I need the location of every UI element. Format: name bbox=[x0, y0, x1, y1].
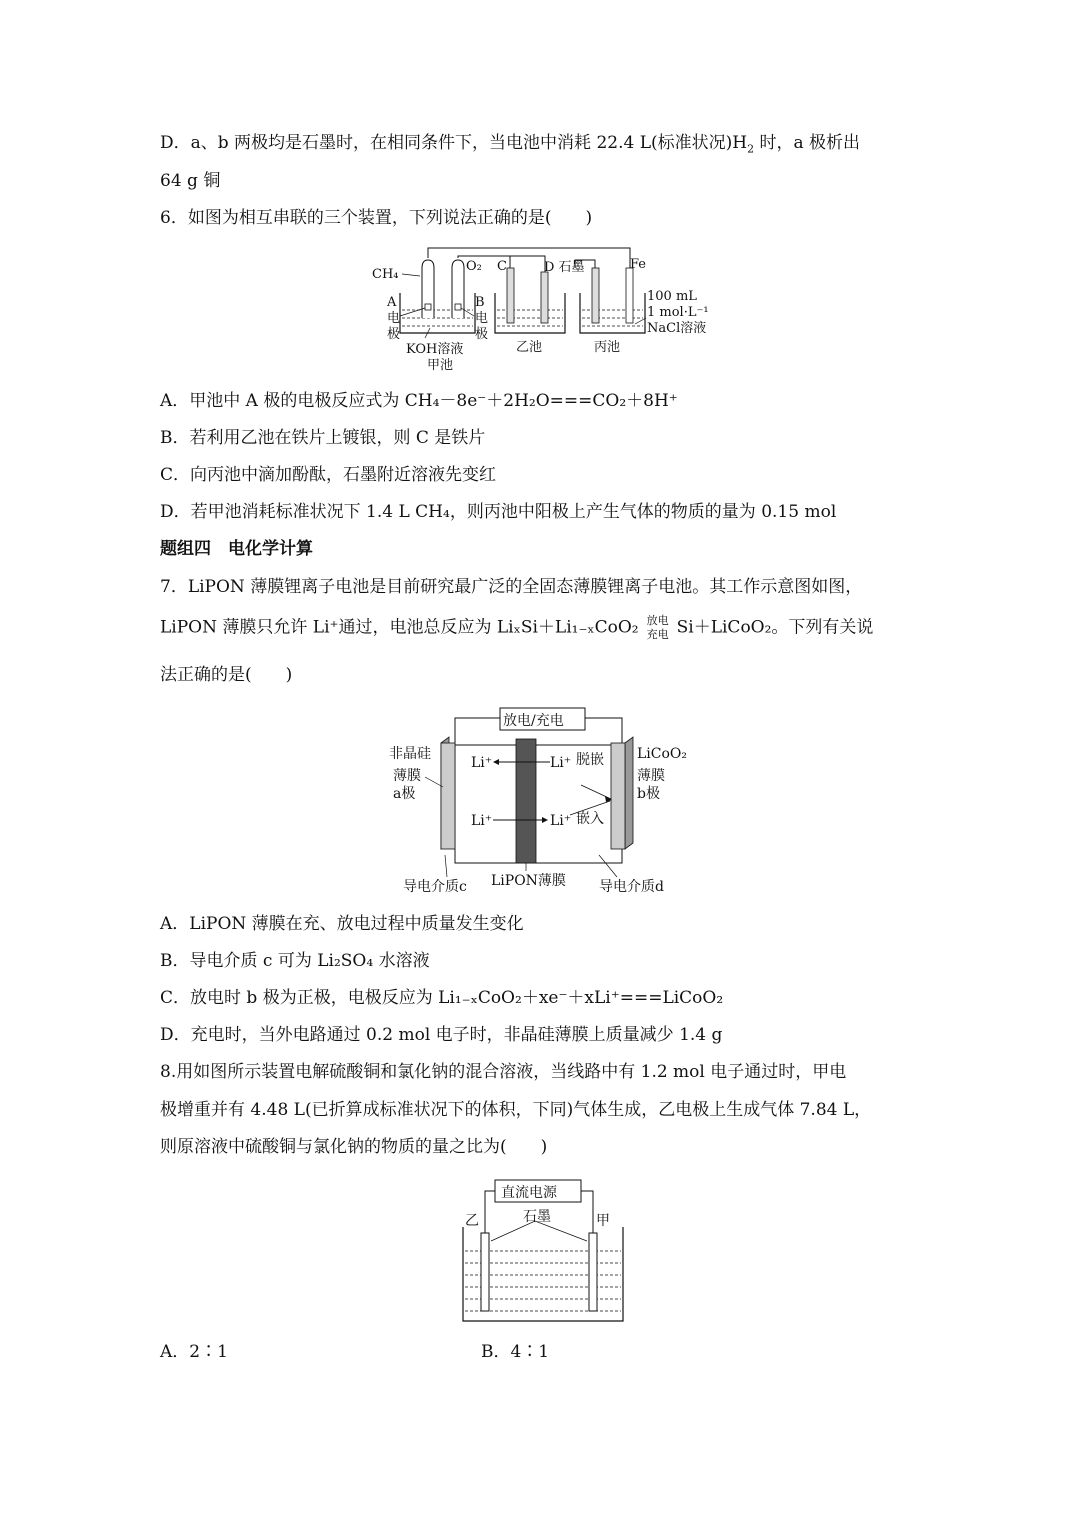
q7-left-label1: 非晶硅 bbox=[389, 746, 431, 762]
q7-stem-line1: 7．LiPON 薄膜锂离子电池是目前研究最广泛的全固态薄膜锂离子电池。其工作示意图如图， bbox=[160, 577, 863, 597]
q6-stem: 6．如图为相互串联的三个装置，下列说法正确的是( ) bbox=[160, 208, 593, 228]
q7-li-bottom-left: Li⁺ bbox=[471, 813, 493, 829]
q6-label-fe: Fe bbox=[630, 257, 647, 272]
q7-switch-label: 放电/充电 bbox=[503, 713, 564, 729]
q6-label-a3: 极 bbox=[387, 327, 401, 342]
q7-right-label2: 薄膜 bbox=[637, 768, 665, 784]
q7-li-top-left: Li⁺ bbox=[471, 755, 493, 771]
q6-option-c: C．向丙池中滴加酚酞，石墨附近溶液先变红 bbox=[160, 465, 497, 485]
q8-stem-line3: 则原溶液中硫酸铜与氯化钠的物质的量之比为( ) bbox=[160, 1137, 548, 1157]
q6-label-o2: O₂ bbox=[466, 259, 482, 274]
q7-option-d: D．充电时，当外电路通过 0.2 mol 电子时，非晶硅薄膜上质量减少 1.4 g bbox=[160, 1025, 723, 1045]
q7-battery-figure bbox=[385, 705, 705, 900]
q6-label-b2: 电 bbox=[475, 311, 489, 326]
q6-label-volume: 100 mL bbox=[647, 289, 697, 304]
q6-label-koh: KOH溶液 bbox=[406, 342, 464, 357]
q8-electrolysis-figure bbox=[455, 1175, 635, 1327]
q7-right-label1: LiCoO₂ bbox=[637, 746, 688, 762]
q6-option-a: A．甲池中 A 极的电极反应式为 CH₄－8e⁻＋2H₂O===CO₂＋8H⁺ bbox=[160, 391, 678, 411]
q6-option-b: B．若利用乙池在铁片上镀银，则 C 是铁片 bbox=[160, 428, 486, 448]
q6-label-b1: B bbox=[475, 295, 485, 310]
q5-option-d-line2: 64 g 铜 bbox=[160, 171, 221, 191]
q8-option-a: A．2∶1 bbox=[160, 1342, 228, 1362]
q6-label-bing: 丙池 bbox=[594, 340, 621, 355]
q6-label-a1: A bbox=[387, 295, 397, 310]
q8-label-graphite: 石墨 bbox=[523, 1209, 551, 1225]
q6-label-d-graphite: D 石墨 bbox=[544, 260, 585, 275]
q6-circuit-figure bbox=[370, 238, 720, 378]
q6-option-d: D．若甲池消耗标准状况下 1.4 L CH₄，则丙池中阳极上产生气体的物质的量为 0.15 mol bbox=[160, 502, 837, 522]
q8-option-b: B．4∶1 bbox=[481, 1342, 550, 1362]
q6-label-jia: 甲池 bbox=[427, 358, 454, 373]
q7-left-label2: 薄膜 bbox=[393, 768, 421, 784]
q6-label-nacl: NaCl溶液 bbox=[647, 321, 707, 336]
q8-power-label: 直流电源 bbox=[501, 1185, 557, 1201]
q7-stem-line2: LiPON 薄膜只允许 Li⁺通过，电池总反应为 LiₓSi＋Li₁₋ₓCoO₂ 放电 充电 Si＋LiCoO₂。下列有关说 bbox=[160, 614, 874, 641]
q6-label-yi: 乙池 bbox=[516, 340, 543, 355]
q7-label-deintercalation: 脱嵌 bbox=[576, 752, 604, 768]
q7-medium-d: 导电介质d bbox=[599, 879, 664, 895]
q7-stem-line3: 法正确的是( ) bbox=[160, 665, 293, 685]
q6-label-b3: 极 bbox=[475, 327, 489, 342]
q7-reaction-condition: 放电 充电 bbox=[646, 614, 669, 641]
q6-label-c: C bbox=[497, 259, 507, 274]
q8-label-jia: 甲 bbox=[596, 1213, 610, 1229]
q8-stem-line1: 8.用如图所示装置电解硫酸铜和氯化钠的混合溶液，当线路中有 1.2 mol 电子通过时，甲电 bbox=[160, 1062, 847, 1082]
q8-stem-line2: 极增重并有 4.48 L(已折算成标准状况下的体积，下同)气体生成，乙电极上生成气体 7.84 L， bbox=[160, 1100, 872, 1120]
q7-lipon-label: LiPON薄膜 bbox=[491, 873, 566, 889]
q8-label-yi: 乙 bbox=[465, 1213, 479, 1229]
q7-medium-c: 导电介质c bbox=[403, 879, 467, 895]
q5-option-d-line1: D．a、b 两极均是石墨时，在相同条件下，当电池中消耗 22.4 L(标准状况)$H_2$ 时，a 极析出 bbox=[160, 133, 861, 156]
q7-label-intercalation: 嵌入 bbox=[576, 811, 604, 827]
group4-heading: 题组四 电化学计算 bbox=[160, 539, 313, 559]
q7-option-c: C．放电时 b 极为正极，电极反应为 Li₁₋ₓCoO₂＋xe⁻＋xLi⁺===LiCoO₂ bbox=[160, 988, 724, 1008]
q6-label-concentration: 1 mol·L⁻¹ bbox=[647, 305, 709, 320]
q7-right-label3: b极 bbox=[637, 786, 660, 802]
q7-option-a: A．LiPON 薄膜在充、放电过程中质量发生变化 bbox=[160, 914, 524, 934]
q6-label-a2: 电 bbox=[387, 311, 401, 326]
q6-label-ch4: CH₄ bbox=[372, 267, 399, 282]
q7-left-label3: a极 bbox=[393, 786, 416, 802]
q7-li-bottom-right: Li⁺ bbox=[550, 813, 572, 829]
q7-li-top-right: Li⁺ bbox=[550, 755, 572, 771]
q7-option-b: B．导电介质 c 可为 Li₂SO₄ 水溶液 bbox=[160, 951, 430, 971]
